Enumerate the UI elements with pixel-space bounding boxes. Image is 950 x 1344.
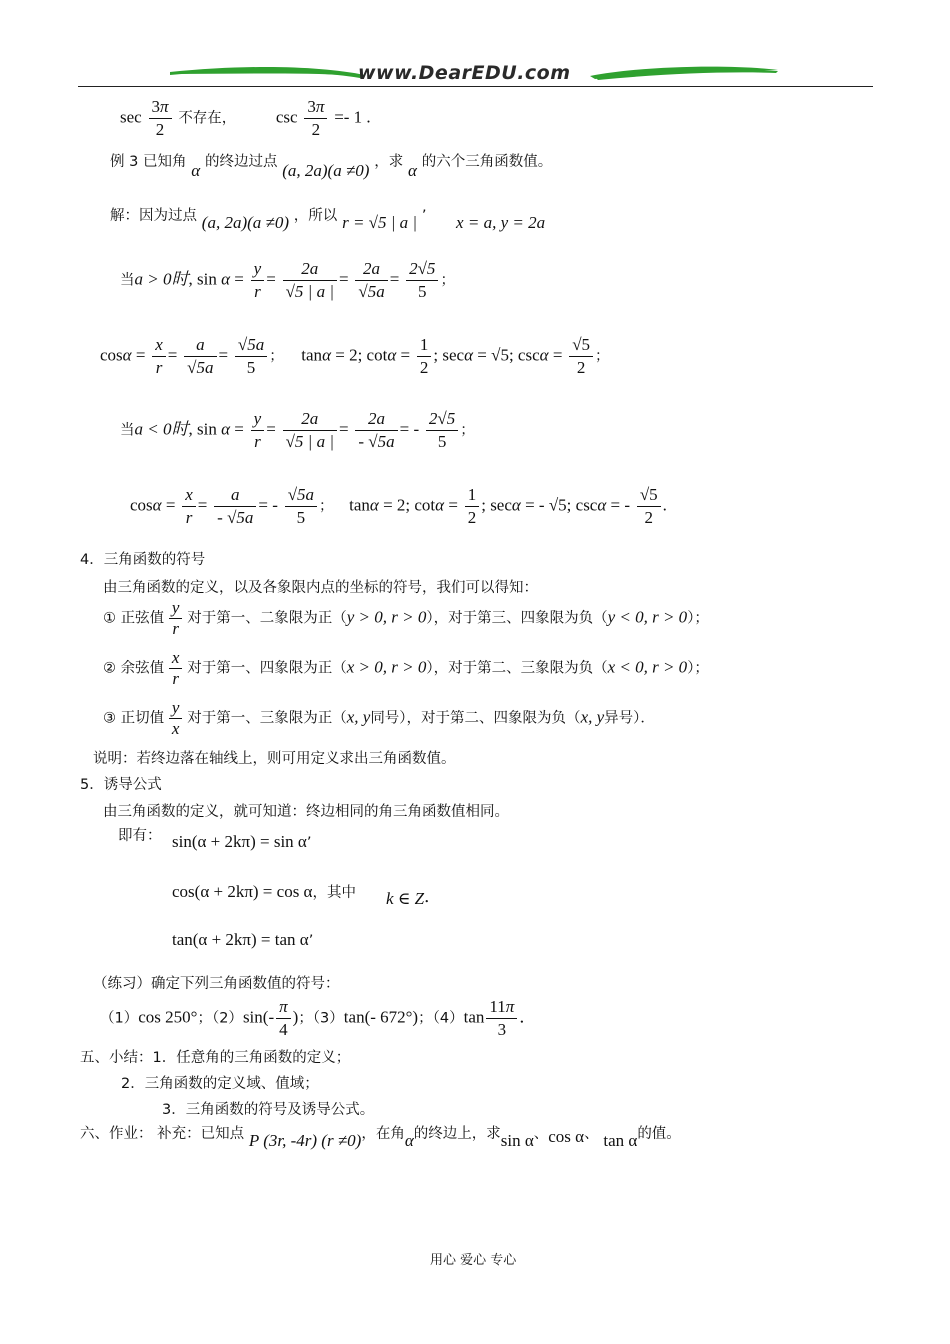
section5-title: 5．诱导公式 (80, 777, 162, 793)
example3-label: 例 3 已知角 (110, 154, 187, 170)
formula-kz (386, 882, 441, 907)
item2-c2: x < 0, r > 0 (607, 657, 688, 677)
formula-kz-text: k ∈ Z (386, 889, 425, 908)
item1-mid2: ），对于第三、四象限为负（ (426, 610, 608, 627)
section4-item1: ① 正弦值 $\frac{y}{r}$ 对于第一、二象限为正（y > 0, r > 0），对于第三、四象限为负（y < 0, r > 0）； (103, 598, 709, 638)
section5-yiyou: 即有： (118, 828, 162, 844)
header-rule (78, 86, 873, 87)
case-neg-cond: a < 0时 (134, 419, 189, 439)
summary-line2: 2．三角函数的定义域、值域； (121, 1076, 319, 1092)
formula-sin: sin(α + 2kπ) = sin α’ (172, 832, 312, 851)
section4-intro: 由三角函数的定义，以及各象限内点的坐标的符号，我们可以得知： (103, 580, 538, 596)
item2-end: ）； (687, 660, 709, 677)
formula-tan-text: tan(α + 2kπ) = tan α (172, 930, 309, 949)
practice-items: （1）cos 250°；（2）sin(- $\frac{\pi}{4}$ )；（3）tan(- 672°)；（4）tan $\frac{11\pi}{3}$ ． (100, 997, 537, 1039)
homework-mid: ，在角 (361, 1126, 405, 1142)
formula-where: ，其中 (312, 885, 356, 901)
case-pos-cond: a > 0时 (134, 269, 189, 289)
homework-tan: tan α (603, 1131, 638, 1150)
practice-p1-math: cos 250° (138, 1007, 198, 1027)
homework-sep1: 、 (533, 1126, 549, 1142)
solution-lead: 解：因为过点 (110, 208, 197, 224)
item2-mid2: ），对于第二、三象限为负（ (426, 660, 608, 677)
solution-r: r = √5 | a | (342, 213, 418, 232)
example3-tail: 的六个三角函数值。 (421, 154, 553, 170)
homework-sin: sin α (500, 1131, 534, 1150)
sec-csc-line: sec $\frac{3\pi}{2}$ 不存在， csc $\frac{3\pi}{2}$ =- 1 . (120, 97, 371, 139)
formula-cos (172, 881, 356, 902)
homework-cos: cos α (548, 1127, 585, 1146)
practice-title: （练习）确定下列三角函数值的符号： (93, 976, 340, 992)
footer-text: 用心 爱心 专心 (430, 1253, 517, 1268)
sec-undefined-text: 不存在， (178, 110, 237, 127)
summary-line3: 3．三角函数的符号及诱导公式。 (162, 1102, 375, 1118)
item1-end: ）； (687, 610, 709, 627)
practice-end: ． (519, 1007, 537, 1027)
homework-line: 六、作业： 补充：已知点 P (3r, -4r) (r ≠0)，在角α的终边上，求sin α、cos α、 tan α的值。 (80, 1126, 681, 1150)
example3-ask: ，求 (374, 154, 404, 170)
section4-item2: ② 余弦值 $\frac{x}{r}$ 对于第一、四象限为正（x > 0, r > 0），对于第二、三象限为负（x < 0, r > 0）； (103, 648, 709, 688)
practice-p4: ；（4） (418, 1010, 464, 1027)
item1-c2: y < 0, r > 0 (607, 607, 688, 627)
case-neg-when: 当 (120, 422, 135, 439)
item3-diff: 异号）． (604, 710, 655, 727)
summary-line1: 五、小结：1．任意角的三角函数的定义； (80, 1050, 351, 1066)
item2-pre: ② 余弦值 (103, 660, 165, 677)
header-site-logo[interactable]: www.DearEDU.com (358, 62, 571, 84)
formula-cos-text: cos(α + 2kπ) = cos α (172, 882, 313, 901)
item2-mid: 对于第一、四象限为正（ (187, 660, 347, 677)
formula-kz-dot: ． (424, 887, 442, 906)
item3-mid: 对于第一、三象限为正（ (187, 710, 347, 727)
practice-p3-math: tan(- 672°) (343, 1007, 419, 1027)
example3-mid: 的终边过点 (204, 154, 278, 170)
homework-end: 的值。 (637, 1126, 681, 1142)
case-neg-sin-line: 当a < 0时, sin α = $\frac{y}{r}$ = $\frac{2a}{√5 | a |}$ = $\frac{2a}{- √5a}$ = - $\frac{2√5}{5}$ ； (120, 409, 475, 451)
item3-pre: ③ 正切值 (103, 710, 165, 727)
solution-so: ，所以 (293, 208, 338, 224)
section5-intro: 由三角函数的定义，就可知道：终边相同的角三角函数值相同。 (103, 804, 509, 820)
solution-line: 解：因为过点 (a, 2a)(a ≠0) ，所以 r = √5 | a | ’ x = a, y = 2a (110, 208, 546, 232)
item3-c1: x, y (346, 707, 371, 727)
section4-item3: ③ 正切值 $\frac{y}{x}$ 对于第一、三象限为正（x, y同号），对于第二、四象限为负（x, y异号）． (103, 698, 655, 738)
example3-point: (a, 2a)(a ≠0) (282, 161, 370, 180)
item1-c1: y > 0, r > 0 (346, 607, 427, 627)
section4-title: 4．三角函数的符号 (80, 552, 206, 568)
case-neg-cos-line: cosα = $\frac{x}{r}$ = $\frac{a}{- √5a}$ = - $\frac{√5a}{5}$ ； tanα = 2; cotα = $\frac{1}{2}$ ; secα = - √5; cscα = - $\frac{√5}{2}$ . (130, 485, 667, 527)
practice-p3: ；（3） (298, 1010, 344, 1027)
csc-result: =- 1 . (334, 107, 371, 127)
practice-p1: （1） (100, 1010, 139, 1027)
item3-same: 同号），对于第二、四象限为负（ (370, 710, 581, 727)
item3-c2: x, y (580, 707, 605, 727)
case-pos-cos-line: cosα = $\frac{x}{r}$ = $\frac{a}{√5a}$ = $\frac{√5a}{5}$ ； tanα = 2; cotα = $\frac{1}{2}$ ; secα = √5; cscα = $\frac{√5}{2}$ ； (100, 335, 610, 377)
homework-sep2: 、 (584, 1126, 599, 1142)
homework-mid2: 的终边上，求 (413, 1126, 501, 1142)
item1-pre: ① 正弦值 (103, 610, 165, 627)
case-pos-when: 当 (120, 272, 135, 289)
item2-c1: x > 0, r > 0 (346, 657, 427, 677)
formula-tan: tan(α + 2kπ) = tan α’ (172, 930, 314, 949)
formula-sin-text: sin(α + 2kπ) = sin α (172, 832, 307, 851)
item1-mid: 对于第一、二象限为正（ (187, 610, 347, 627)
homework-lead: 六、作业： 补充：已知点 (80, 1126, 245, 1142)
case-pos-sin-line: 当a > 0时, sin α = $\frac{y}{r}$ = $\frac{2a}{√5 | a |}$ = $\frac{2a}{√5a}$ = $\frac{2√5}{5}$ ； (120, 259, 455, 301)
example3-line: 例 3 已知角 α 的终边过点 (a, 2a)(a ≠0) ，求 α 的六个三角函数值。 (110, 154, 553, 180)
solution-xy: x = a, y = 2a (456, 213, 546, 232)
solution-point: (a, 2a)(a ≠0) (201, 213, 290, 232)
homework-point: P (3r, -4r) (r ≠0) (248, 1131, 362, 1150)
practice-p2: ；（2） (197, 1010, 243, 1027)
section4-note: 说明：若终边落在轴线上，则可用定义求出三角函数值。 (93, 751, 456, 767)
